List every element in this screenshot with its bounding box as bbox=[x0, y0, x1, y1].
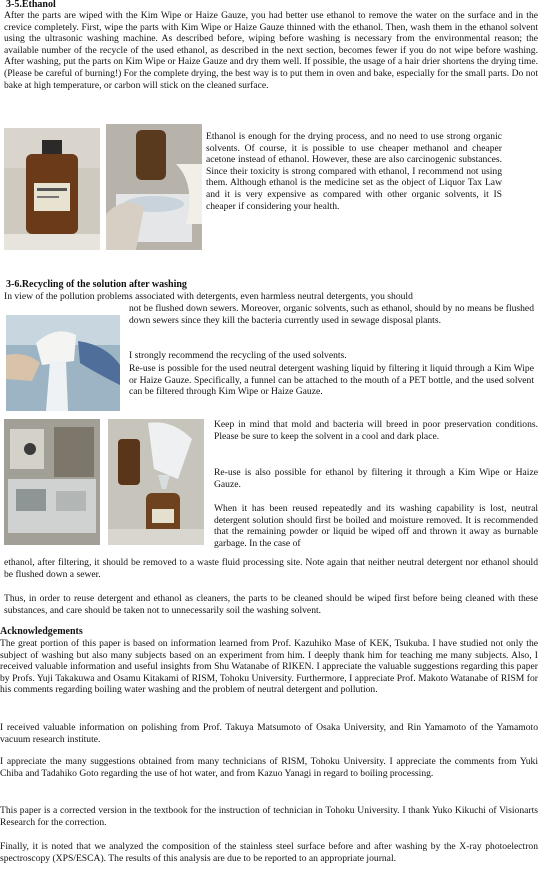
ack-paragraph-2: I received valuable information on polishing from Prof. Takuya Matsumoto of Osaka University, and Rin Yamamoto of the Yamamoto vacuum research institute. bbox=[0, 722, 538, 745]
ethanol-paragraph-2: Ethanol is enough for the drying process, and no need to use strong organic solvents. Of course, it is possible to use cheaper methanol and cheaper acetone instead of ethanol. However, these are also carcinogenic substances. Since their toxicity is strong compared with ethanol, I recommend not using them. Although ethanol is the medicine set as the object of Liquor Tax Law and it is very expensive as compared with other organic solvents, it IS cheaper if considering your health. bbox=[206, 131, 502, 212]
recycling-paragraph-1a: In view of the pollution problems associated with detergents, even harmless neutral detergents, you should bbox=[4, 291, 413, 302]
ack-paragraph-3: I appreciate the many suggestions obtained from many technicians of RISM, Tohoku University. I appreciate the comments from Yuki Chiba and Tadahiko Goto regarding the use of hot water, and from Kazuo Yanagi in regard to boiling processing. bbox=[0, 756, 538, 779]
ack-paragraph-4: This paper is a corrected version in the textbook for the instruction of technician in Tohoku University. I thank Yuko Kikuchi of Visionarts Research for the correction. bbox=[0, 805, 538, 828]
recycling-paragraph-2: I strongly recommend the recycling of the used solvents. bbox=[129, 350, 347, 361]
recycling-paragraph-5: Re-use is also possible for ethanol by filtering it through a Kim Wipe or Haize Gauze. bbox=[214, 467, 538, 490]
recycling-paragraph-6: When it has been reused repeatedly and its washing capability is lost, neutral detergent solution should first be boiled and moisture removed. It is recommended that the remaining powder or liquid be wiped off and thrown it away as burnable garbage. In the case of bbox=[214, 503, 538, 549]
recycling-paragraph-1b: not be flushed down sewers. Moreover, organic solvents, such as ethanol, should by no means be flushed down sewers since they kill the bacteria currently used in sewage disposal plants. bbox=[129, 303, 534, 326]
lab-equipment-photo bbox=[4, 419, 100, 545]
pouring-solution-photo bbox=[6, 315, 120, 411]
ultrasonic-washing-photo bbox=[106, 124, 202, 250]
section-heading-ethanol: 3-5.Ethanol bbox=[6, 0, 56, 10]
ethanol-bottle-photo bbox=[4, 128, 100, 250]
ack-paragraph-1: The great portion of this paper is based on information learned from Prof. Kazuhiko Mase of KEK, Tsukuba. I have studied not only the subject of washing but also many subjects based on an experiment from him. I deeply thank him for teaching me many subjects. Also, I received valuable information and useful insights from Shu Watanabe of RIKEN. I appreciate the valuable suggestions regarding this paper by Profs. Yuji Takakuwa and Osamu Kitakami of RISM, Tohoku University. Furthermore, I appreciate Prof. Makoto Watanabe of RISM for his comments regarding boiling water washing and the problem of neutral detergent and pollution. bbox=[0, 638, 538, 696]
recycling-paragraph-3: Re-use is possible for the used neutral detergent washing liquid by filtering it liquid through a Kim Wipe or Haize Gauze. Specifically, a funnel can be attached to the mouth of a PET bottle, and the used solvent can be filtered through Kim Wipe or Haize Gauze. bbox=[129, 363, 534, 398]
ack-paragraph-5: Finally, it is noted that we analyzed the composition of the stainless steel surface before and after washing by the X-ray photoelectron spectroscopy (XPS/ESCA). The results of this analysis are due to be reported to an appropriate journal. bbox=[0, 841, 538, 864]
section-heading-recycling: 3-6.Recycling of the solution after washing bbox=[6, 279, 187, 290]
section-heading-acknowledgements: Acknowledgements bbox=[0, 626, 83, 637]
recycling-paragraph-6b: ethanol, after filtering, it should be removed to a waste fluid processing site. Note again that neither neutral detergent nor ethanol should be flushed down a sewer. bbox=[4, 557, 538, 580]
recycling-paragraph-4: Keep in mind that mold and bacteria will breed in poor preservation conditions. Please be sure to keep the solvent in a cool and dark place. bbox=[214, 419, 538, 442]
ethanol-paragraph-1: After the parts are wiped with the Kim Wipe or Haize Gauze, you had better use ethanol to remove the water on the surface and in the crevice completely. First, wipe the parts with Kim Wipe or Haize Gauze thinned with the ethanol. Then, wash them in the ethanol solvent using the ultrasonic washing machine. As described before, wiping before washing is necessary from the environmental reason; the available number of the recycle of the used ethanol, as described in the next section, becomes fewer if you do not wipe before washing. After washing, put the parts on Kim Wipe or Haize Gauze and dry them well. If possible, the usage of a hair drier shortens the drying time. (Please be careful of burning!) For the complete drying, the best way is to put them in oven and bake, especially for the small parts. Do not bake at high temperature, or carbon will stick on the cleaned surface. bbox=[4, 10, 538, 91]
recycling-paragraph-7: Thus, in order to reuse detergent and ethanol as cleaners, the parts to be cleaned should be wiped first before being cleaned with these substances, and care should be taken not to unnecessarily soil the washing solvent. bbox=[4, 593, 538, 616]
filtering-bottle-photo bbox=[108, 419, 204, 545]
